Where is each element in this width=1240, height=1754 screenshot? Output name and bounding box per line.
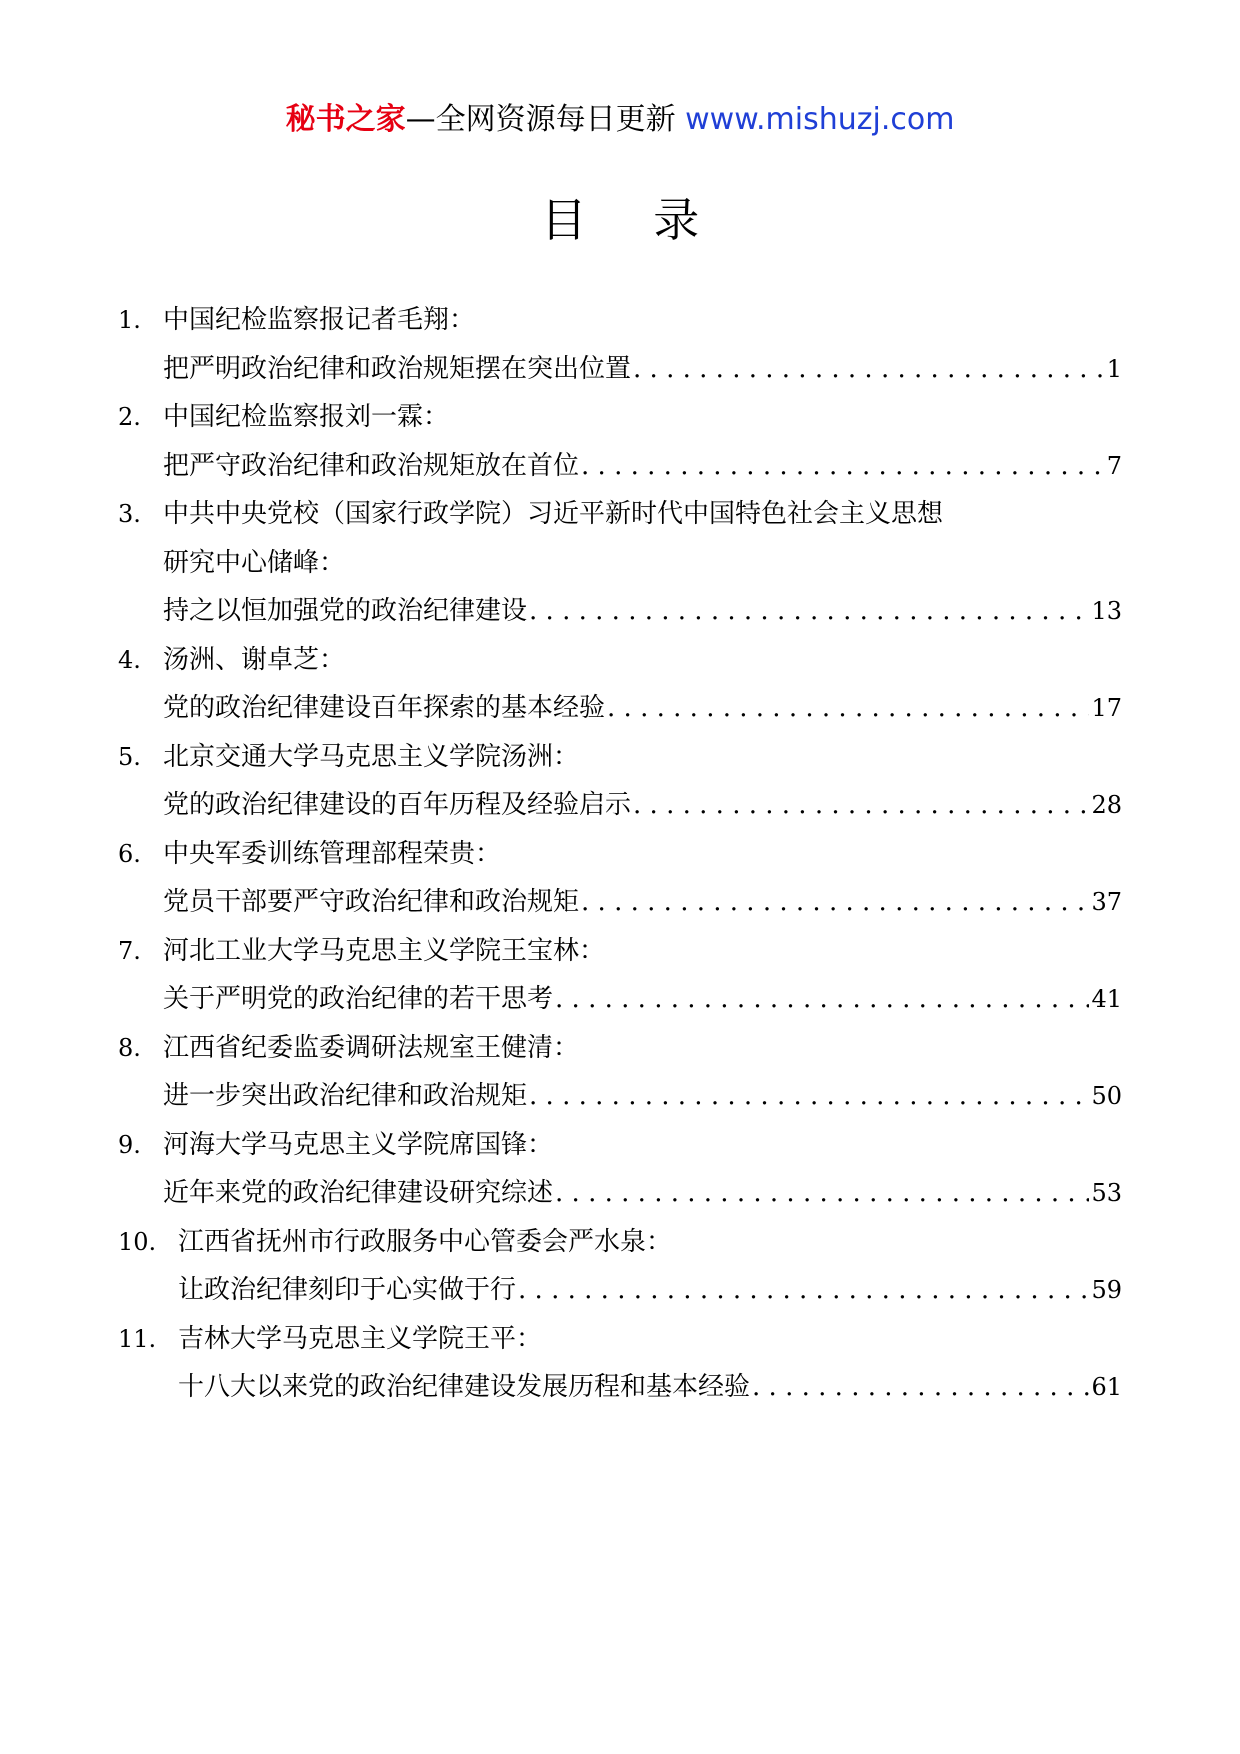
toc-entry-author: 河海大学马克思主义学院席国锋： bbox=[163, 1129, 554, 1160]
dot-leader bbox=[581, 882, 1089, 922]
toc-entry-page-number: 41 bbox=[1091, 985, 1122, 1013]
toc-entry-author: 中共中央党校（国家行政学院）习近平新时代中国特色社会主义思想 bbox=[163, 499, 944, 529]
toc-entry-author: 河北工业大学马克思主义学院王宝林： bbox=[163, 935, 606, 966]
toc-entry-number: 3. bbox=[118, 500, 141, 528]
toc-entry-author: 中央军委训练管理部程荣贵： bbox=[163, 838, 502, 869]
toc-entry-title: 党员干部要严守政治纪律和政治规矩 bbox=[163, 887, 580, 917]
toc-entry-number: 4. bbox=[118, 645, 141, 674]
toc-entry-page-number: 17 bbox=[1091, 694, 1122, 722]
toc-entry-heading-line[interactable] bbox=[163, 979, 1122, 1019]
toc-entry-page-number: 1 bbox=[1106, 354, 1122, 383]
toc-entry-title: 十八大以来党的政治纪律建设发展历程和基本经验 bbox=[178, 1372, 751, 1402]
toc-entry-author: 汤洲、谢卓芝： bbox=[163, 644, 346, 675]
dot-leader bbox=[555, 1173, 1089, 1213]
dot-leader bbox=[581, 446, 1105, 486]
toc-entry-page-number: 37 bbox=[1091, 888, 1122, 916]
toc-entry-author: 江西省抚州市行政服务中心管委会严水泉： bbox=[178, 1226, 673, 1257]
toc-entry-heading-line[interactable] bbox=[178, 1367, 1122, 1407]
dot-leader bbox=[633, 349, 1105, 389]
toc-entry-heading-line[interactable] bbox=[163, 688, 1122, 728]
toc-entry-title: 持之以恒加强党的政治纪律建设 bbox=[163, 596, 528, 626]
brand-name: 秘书之家 bbox=[285, 102, 406, 137]
toc-entry-number: 10. bbox=[118, 1227, 157, 1256]
toc-entry-page-number: 61 bbox=[1091, 1373, 1122, 1401]
toc-entry-heading-line[interactable] bbox=[163, 1076, 1122, 1116]
toc-entry-page-number: 7 bbox=[1106, 451, 1122, 480]
toc-entry-number: 8. bbox=[118, 1033, 141, 1062]
dot-leader bbox=[752, 1367, 1089, 1407]
toc-entry-number: 5. bbox=[118, 742, 141, 771]
dot-leader bbox=[633, 785, 1089, 825]
toc-entry-page-number: 50 bbox=[1091, 1082, 1122, 1110]
toc-entry-heading-line[interactable] bbox=[163, 591, 1122, 631]
toc-entry-title: 让政治纪律刻印于心实做于行 bbox=[178, 1275, 517, 1305]
toc-entry-author: 中国纪检监察报记者毛翔： bbox=[163, 305, 476, 335]
toc-entry-heading-line[interactable] bbox=[163, 446, 1122, 486]
toc-entry-title: 党的政治纪律建设百年探索的基本经验 bbox=[163, 693, 606, 723]
toc-entry-title: 关于严明党的政治纪律的若干思考 bbox=[163, 984, 554, 1014]
toc-entry-page-number: 53 bbox=[1091, 1179, 1122, 1207]
toc-entry-number: 6. bbox=[118, 839, 141, 868]
header-slogan: —全网资源每日更新 bbox=[405, 102, 686, 137]
toc-entry-author: 吉林大学马克思主义学院王平： bbox=[178, 1323, 543, 1354]
dot-leader bbox=[555, 979, 1089, 1019]
toc-entry-author: 北京交通大学马克思主义学院汤洲： bbox=[163, 741, 580, 772]
toc-entry-title: 党的政治纪律建设的百年历程及经验启示 bbox=[163, 790, 632, 820]
toc-entry-number: 7. bbox=[118, 936, 141, 965]
toc-entry-page-number: 59 bbox=[1091, 1276, 1122, 1304]
toc-entry-heading-line[interactable] bbox=[178, 1270, 1122, 1310]
dot-leader bbox=[529, 1076, 1089, 1116]
page-title: 目 录 bbox=[540, 193, 726, 247]
toc-entry-title: 进一步突出政治纪律和政治规矩 bbox=[163, 1081, 528, 1111]
toc-entry-heading-line[interactable] bbox=[163, 785, 1122, 825]
toc-entry-number: 1. bbox=[118, 306, 141, 334]
toc-entry-heading-line[interactable] bbox=[163, 882, 1122, 922]
site-url-link[interactable]: www.mishuzj.com bbox=[685, 102, 955, 137]
toc-entry-heading-line[interactable] bbox=[163, 349, 1122, 389]
toc-entry-title: 把严守政治纪律和政治规矩放在首位 bbox=[163, 450, 580, 481]
toc-entry-author: 研究中心储峰： bbox=[163, 547, 346, 578]
site-header bbox=[0, 100, 1240, 140]
dot-leader bbox=[529, 591, 1089, 631]
toc-entry-title: 近年来党的政治纪律建设研究综述 bbox=[163, 1178, 554, 1208]
dot-leader bbox=[518, 1270, 1089, 1310]
toc-entry-heading-line[interactable] bbox=[163, 1173, 1122, 1213]
toc-entry-number: 11. bbox=[118, 1324, 157, 1353]
dot-leader bbox=[607, 688, 1089, 728]
toc-entry-number: 2. bbox=[118, 403, 141, 431]
toc-entry-page-number: 13 bbox=[1091, 597, 1122, 625]
toc-entry-number: 9. bbox=[118, 1130, 141, 1159]
toc-entry-author: 江西省纪委监委调研法规室王健清： bbox=[163, 1032, 580, 1063]
toc-entry-author: 中国纪检监察报刘一霖： bbox=[163, 402, 450, 432]
toc-entry-page-number: 28 bbox=[1091, 791, 1122, 819]
toc-entry-title: 把严明政治纪律和政治规矩摆在突出位置 bbox=[163, 353, 632, 384]
